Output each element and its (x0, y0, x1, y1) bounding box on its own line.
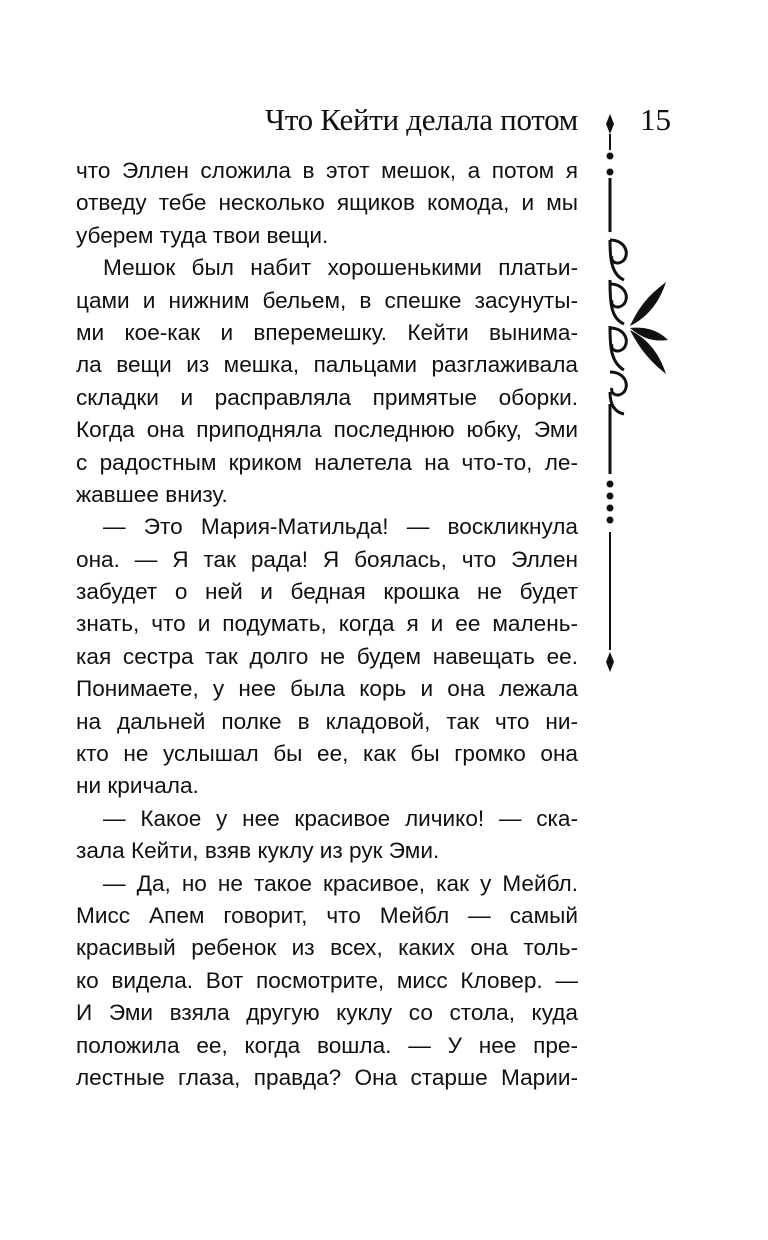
page-number: 15 (640, 102, 671, 137)
text-line: Понимаете, у нее была корь и она лежала (76, 676, 578, 702)
text-line: — Это Мария-Матильда! — воскликнула (103, 514, 578, 540)
text-line: положила ее, когда вошла. — У нее пре- (76, 1032, 578, 1058)
text-line: ко видела. Вот посмотрите, мисс Кловер. — (76, 967, 578, 993)
text-line: Мешок был набит хорошенькими платьи- (103, 255, 578, 281)
text-line: ми кое-как и вперемешку. Кейти вынима- (76, 319, 578, 345)
text-line: складки и расправляла примятые оборки. (76, 384, 578, 410)
text-line: красивый ребенок из всех, каких она толь- (76, 935, 578, 961)
text-line: лестные глаза, правда? Она старше Марии- (76, 1064, 578, 1090)
text-line: она. — Я так рада! Я боялась, что Эллен (76, 546, 578, 572)
text-line: ни кричала. (76, 773, 199, 799)
text-line: с радостным криком налетела на что-то, ле- (76, 449, 578, 475)
text-line: Когда она приподняла последнюю юбку, Эми (76, 417, 578, 443)
decorative-ornament (590, 104, 670, 680)
text-line: жавшее внизу. (76, 481, 228, 507)
text-line: кто не услышал бы ее, как бы громко она (76, 741, 578, 767)
body-text (76, 155, 578, 1094)
text-line: И Эми взяла другую куклу со стола, куда (76, 1000, 578, 1026)
text-line: на дальней полке в кладовой, так что ни- (76, 708, 578, 734)
text-line: кая сестра так долго не будем навещать ее. (76, 643, 578, 669)
text-line: цами и нижним бельем, в спешке засунуты- (76, 287, 578, 313)
text-line: ла вещи из мешка, пальцами разглаживала (76, 352, 578, 378)
text-line: уберем туда твои вещи. (76, 222, 329, 248)
text-line: — Да, но не такое красивое, как у Мейбл. (103, 870, 578, 896)
text-line: зала Кейти, взяв куклу из рук Эми. (76, 838, 440, 864)
text-line: знать, что и подумать, когда я и ее малень- (76, 611, 578, 637)
text-line: что Эллен сложила в этот мешок, а потом я (76, 158, 578, 183)
text-line: Мисс Апем говорит, что Мейбл — самый (76, 902, 578, 928)
text-line: отведу тебе несколько ящиков комода, и мы (76, 190, 578, 216)
text-line: — Какое у нее красивое личико! — ска- (103, 805, 578, 831)
text-line: забудет о ней и бедная крошка не будет (76, 579, 578, 605)
running-header-title: Что Кейти делала потом (264, 102, 578, 137)
